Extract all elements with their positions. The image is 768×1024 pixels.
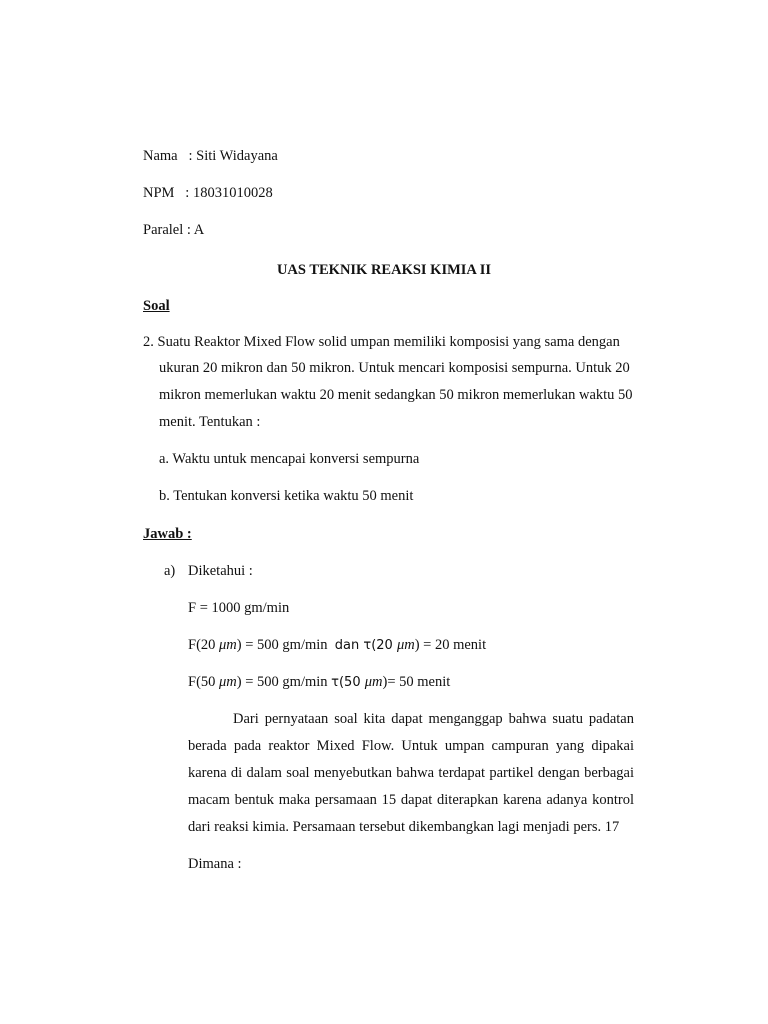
question-line-2: ukuran 20 mikron dan 50 mikron. Untuk mencari komposisi sempurna. Untuk 20 (159, 360, 630, 376)
student-npm-text: NPM : 18031010028 (143, 185, 273, 201)
student-class-text: Paralel : A (143, 222, 205, 238)
tau50-unit: μm (364, 674, 383, 690)
tau50-prefix: τ(50 (331, 675, 365, 690)
soal-heading: Soal (143, 298, 170, 314)
paragraph-line-5: dari reaksi kimia. Persamaan tersebut dikembangkan lagi menjadi pers. 17 (188, 819, 620, 835)
flow-rate-total: F = 1000 gm/min (188, 600, 290, 616)
f50-suffix: )= 50 menit (382, 674, 451, 690)
question-line-4: menit. Tentukan : (159, 414, 261, 430)
student-class (143, 221, 204, 239)
diketahui-label: Diketahui : (188, 563, 253, 579)
question-part-b: b. Tentukan konversi ketika waktu 50 menit (159, 488, 414, 504)
dimana-label: Dimana : (188, 856, 242, 872)
student-npm (143, 184, 273, 202)
f20-mid: ) = 500 gm/min (236, 637, 335, 653)
f50-unit: μm (219, 674, 237, 690)
student-name-text: Nama : Siti Widayana (143, 148, 278, 164)
question-line-3: mikron memerlukan waktu 20 menit sedangkan 50 mikron memerlukan waktu 50 (159, 387, 633, 403)
explanation-paragraph (188, 706, 634, 841)
question-line-1: 2. Suatu Reaktor Mixed Flow solid umpan memiliki komposisi yang sama dengan (143, 334, 620, 350)
tau20-unit: μm (396, 637, 415, 653)
question-part-a: a. Waktu untuk mencapai konversi sempurna (159, 451, 420, 467)
f20-unit: μm (219, 637, 237, 653)
f50-prefix: F(50 (188, 674, 220, 690)
jawab-heading: Jawab : (143, 526, 192, 542)
paragraph-line-2: berada pada reaktor Mixed Flow. Untuk umpan campuran yang dipakai (188, 738, 634, 754)
tau20-prefix: dan τ(20 (334, 638, 397, 653)
paragraph-line-1: Dari pernyataan soal kita dapat menganggap bahwa suatu padatan (233, 711, 634, 727)
student-name (143, 147, 278, 165)
answer-item-a-marker: a) (164, 563, 176, 579)
document-title (0, 261, 768, 279)
f20-suffix: ) = 20 menit (414, 637, 487, 653)
flow-rate-20-micron (188, 636, 486, 655)
paragraph-line-4: macam bentuk maka persamaan 15 dapat diterapkan karena adanya kontrol (188, 792, 634, 808)
document-title-text: UAS TEKNIK REAKSI KIMIA II (276, 262, 492, 278)
f20-prefix: F(20 (188, 637, 220, 653)
paragraph-line-3: karena di dalam soal menyebutkan bahwa terdapat partikel dengan berbagai (188, 765, 634, 781)
f50-mid: ) = 500 gm/min (236, 674, 332, 690)
flow-rate-50-micron (188, 673, 450, 692)
